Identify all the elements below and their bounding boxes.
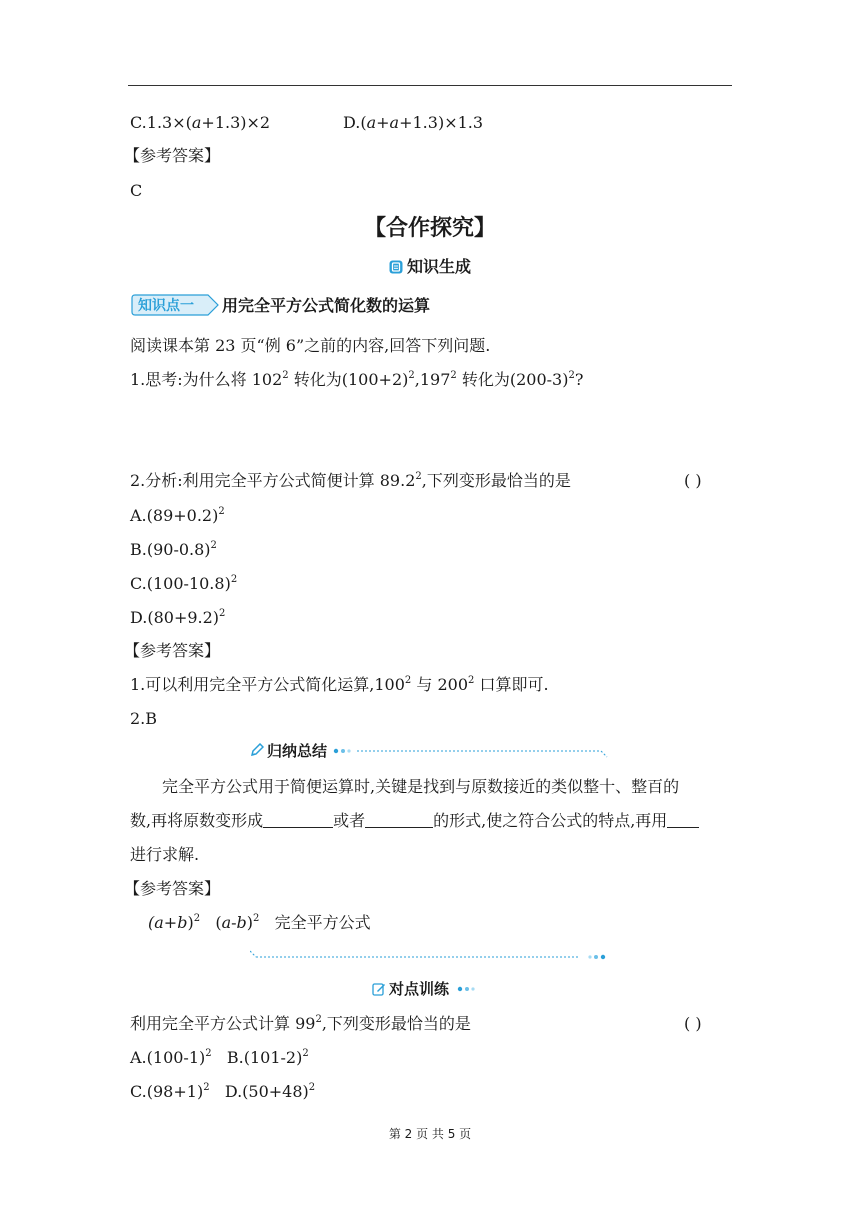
option-d-top: D.(a+a+1.3)×1.3: [343, 113, 484, 132]
answer-label-1: 【参考答案】: [124, 146, 221, 165]
question-1: 1.思考:为什么将 $102^2$ 转化为$(100+2)^2,197^2$ 转化为$(200-3)^2$?: [130, 370, 584, 389]
knowledge-icon: [389, 260, 403, 274]
intro-text: 阅读课本第 23 页“例 6”之前的内容,回答下列问题.: [130, 336, 491, 355]
q2-option-b: $B.(90-0.8)^2$: [130, 540, 217, 559]
knowledge-badge: [130, 294, 220, 316]
page-footer: 第 2 页 共 5 页: [388, 1127, 472, 1141]
practice-options-ab: $A.(100-1)^2$ $B.(101-2)^2$: [130, 1048, 309, 1067]
practice-header: [372, 979, 492, 999]
summary-label: 归纳总结: [267, 742, 328, 760]
summary-dots-line: [333, 745, 610, 759]
practice-dots: [456, 985, 486, 993]
practice-question: 利用完全平方公式计算 $99^2$,下列变形最恰当的是: [130, 1014, 471, 1033]
subsection-knowledge: [0, 257, 860, 277]
answer-2: 2.B: [130, 709, 158, 728]
summary-line-2: 数,再将原数变形成 或者 的形式,使之符合公式的特点,再用: [130, 811, 699, 831]
q2-option-a: $A.(89+0.2)^2$: [130, 506, 225, 525]
header-rule: [128, 85, 732, 86]
summary-header: [250, 741, 610, 761]
pencil-icon: [250, 743, 264, 757]
answer-paren-q2: ( ): [684, 471, 702, 490]
practice-options-cd: $C.(98+1)^2$ $D.(50+48)^2$: [130, 1082, 316, 1101]
summary-end-line: [250, 950, 610, 962]
q2-option-d: $D.(80+9.2)^2$: [130, 608, 226, 627]
edit-icon: [372, 982, 386, 996]
blank-1[interactable]: [263, 813, 333, 828]
answer-paren-practice: ( ): [684, 1014, 702, 1033]
knowledge-title: 用完全平方公式简化数的运算: [222, 296, 431, 315]
blank-3[interactable]: [667, 813, 699, 828]
subsection-knowledge-label: 知识生成: [406, 257, 471, 276]
knowledge-badge-label: 知识点一: [138, 298, 194, 314]
option-c-top: C.1.3×(a+1.3)×2: [130, 113, 271, 132]
summary-line-3: 进行求解.: [130, 845, 200, 864]
q2-option-c: $C.(100-10.8)^2$: [130, 574, 238, 593]
question-2: 2.分析:利用完全平方公式简便计算 89.2$^2$,下列变形最恰当的是: [130, 471, 571, 490]
answer-label-3: 【参考答案】: [124, 879, 221, 898]
answer-top: C: [130, 181, 143, 200]
summary-line-1: 完全平方公式用于简便运算时,关键是找到与原数接近的类似整十、整百的: [162, 777, 680, 796]
blank-2[interactable]: [365, 813, 433, 828]
answer-label-2: 【参考答案】: [124, 641, 221, 660]
section-title: 【合作探究】: [363, 216, 496, 241]
answer-1: 1.可以利用完全平方公式简化运算,100$^2$ 与 $200^2$ 口算即可.: [130, 675, 549, 694]
practice-label: 对点训练: [389, 980, 450, 998]
summary-answer: $(a+b)^2$ $(a-b)^2$ 完全平方公式: [148, 913, 371, 932]
